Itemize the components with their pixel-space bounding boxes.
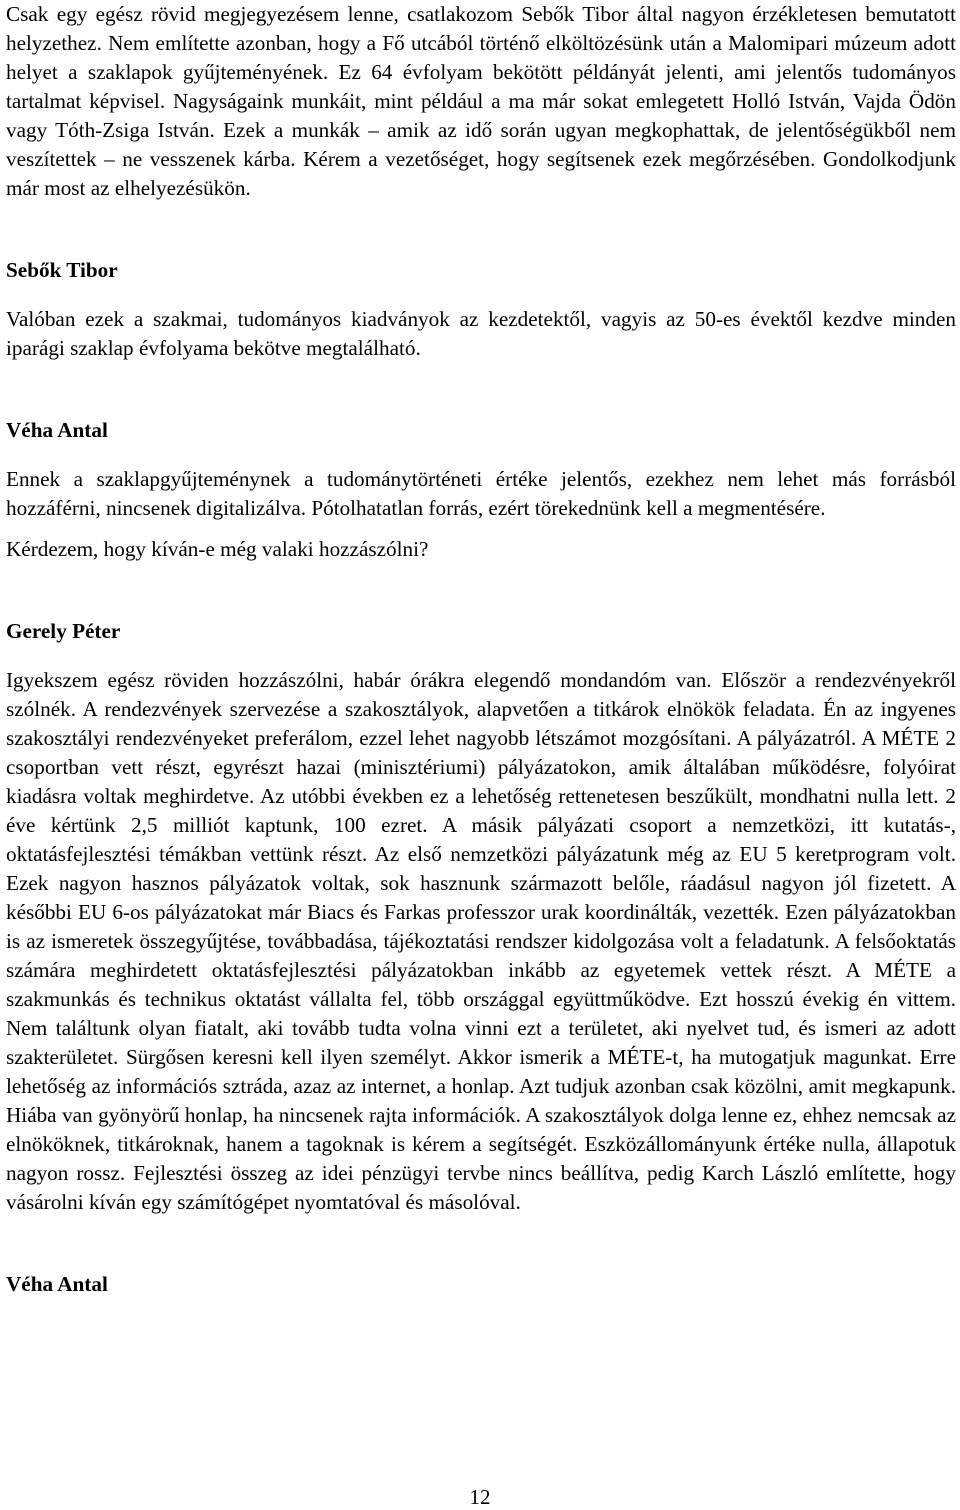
body-paragraph: Igyekszem egész röviden hozzászólni, habár órákra elegendő mondandóm van. Először a rendezvényekről szólnék. A rendezvények szervezése a szakosztályok, alapvetően a titkárok elnökök feladata. Én az ingyenes szakosztályi rendezvényeket preferálom, ezzel lehet nagyobb létszámot mozgósítani. A pályázatról. A MÉTE 2 csoportban vett részt, egyrészt hazai (minisztériumi) pályázatokon, amik általában működésre, folyóirat kiadásra voltak meghirdetve. Az utóbbi években ez a lehetőség rettenetesen beszűkült, mondhatni nulla lett. 2 éve kértünk 2,5 milliót kaptunk, 100 ezret. A másik pályázati csoport a nemzetközi, itt kutatás-, oktatásfejlesztési témákban vettünk részt. Az első nemzetközi pályázatunk még az EU 5 keretprogram volt. Ezek nagyon hasznos pályázatok voltak, sok hasznunk származott belőle, ráadásul nagyon jól fizetett. A későbbi EU 6-os pályázatokat már Biacs és Farkas professzor urak koordinálták, vezették. Ezen pályázatokban is az ismeretek összegyűjtése, továbbadása, tájékoztatási rendszer kidolgozása volt a feladatunk. A felsőoktatás számára meghirdetett oktatásfejlesztési pályázatokban inkább az egyetemek vettek részt. A MÉTE a szakmunkás és technikus oktatást vállalta fel, több országgal együttműködve. Ezt hosszú évekig én vittem. Nem találtunk olyan fiatalt, aki tovább tudta volna vinni ezt a területet, aki nyelvet tud, és ismeri az adott szakterületet. Sürgősen keresni kell ilyen személyt. Akkor ismerik a MÉTE-t, ha mutogatjuk magunkat. Erre lehetőség az információs sztráda, azaz az internet, a honlap. Azt tudjuk azonban csak közölni, amit megkapunk. Hiába van gyönyörű honlap, ha nincsenek rajta információk. A szakosztályok dolga lenne ez, ehhez nemcsak az elnököknek, titkároknak, hanem a tagoknak is kérem a segítségét. Eszközállományunk értéke nulla, állapotuk nagyon rossz. Fejlesztési összeg az idei pénzügyi tervbe nincs beállítva, pedig Karch László említette, hogy vásárolni kíván egy számítógépet nyomtatóval és másolóval.: [6, 668, 956, 1214]
speaker-name: Véha Antal: [6, 1272, 108, 1296]
body-paragraph: Kérdezem, hogy kíván-e még valaki hozzászólni?: [6, 537, 429, 561]
speaker-name: Véha Antal: [6, 418, 108, 442]
body-paragraph: Ennek a szaklapgyűjteménynek a tudománytörténeti értéke jelentős, ezekhez nem lehet más forrásból hozzáférni, nincsenek digitalizálva. Pótolhatatlan forrás, ezért törekednünk kell a megmentésére.: [6, 467, 956, 520]
body-paragraph: Csak egy egész rövid megjegyezésem lenne, csatlakozom Sebők Tibor által nagyon érzékletesen bemutatott helyzethez. Nem említette azonban, hogy a Fő utcából történő elköltözésünk után a Malomipari múzeum adott helyet a szaklapok gyűjteményének. Ez 64 évfolyam bekötött példányát jelenti, ami jelentős tudományos tartalmat képvisel. Nagyságaink munkáit, mint például a ma már sokat emlegetett Holló István, Vajda Ödön vagy Tóth-Zsiga István. Ezek a munkák – amik az idő során ugyan megkophattak, de jelentőségükből nem veszítettek – ne vesszenek kárba. Kérem a vezetőséget, hogy segítsenek ezek megőrzésében. Gondolkodjunk már most az elhelyezésükön.: [6, 2, 956, 200]
document-page: [6, 0, 956, 1299]
speaker-name: Gerely Péter: [6, 619, 121, 643]
speaker-name: Sebők Tibor: [6, 258, 118, 282]
page-number: 12: [469, 1485, 491, 1509]
body-paragraph: Valóban ezek a szakmai, tudományos kiadványok az kezdetektől, vagyis az 50-es évektől kezdve minden iparági szaklap évfolyama bekötve megtalálható.: [6, 307, 956, 360]
